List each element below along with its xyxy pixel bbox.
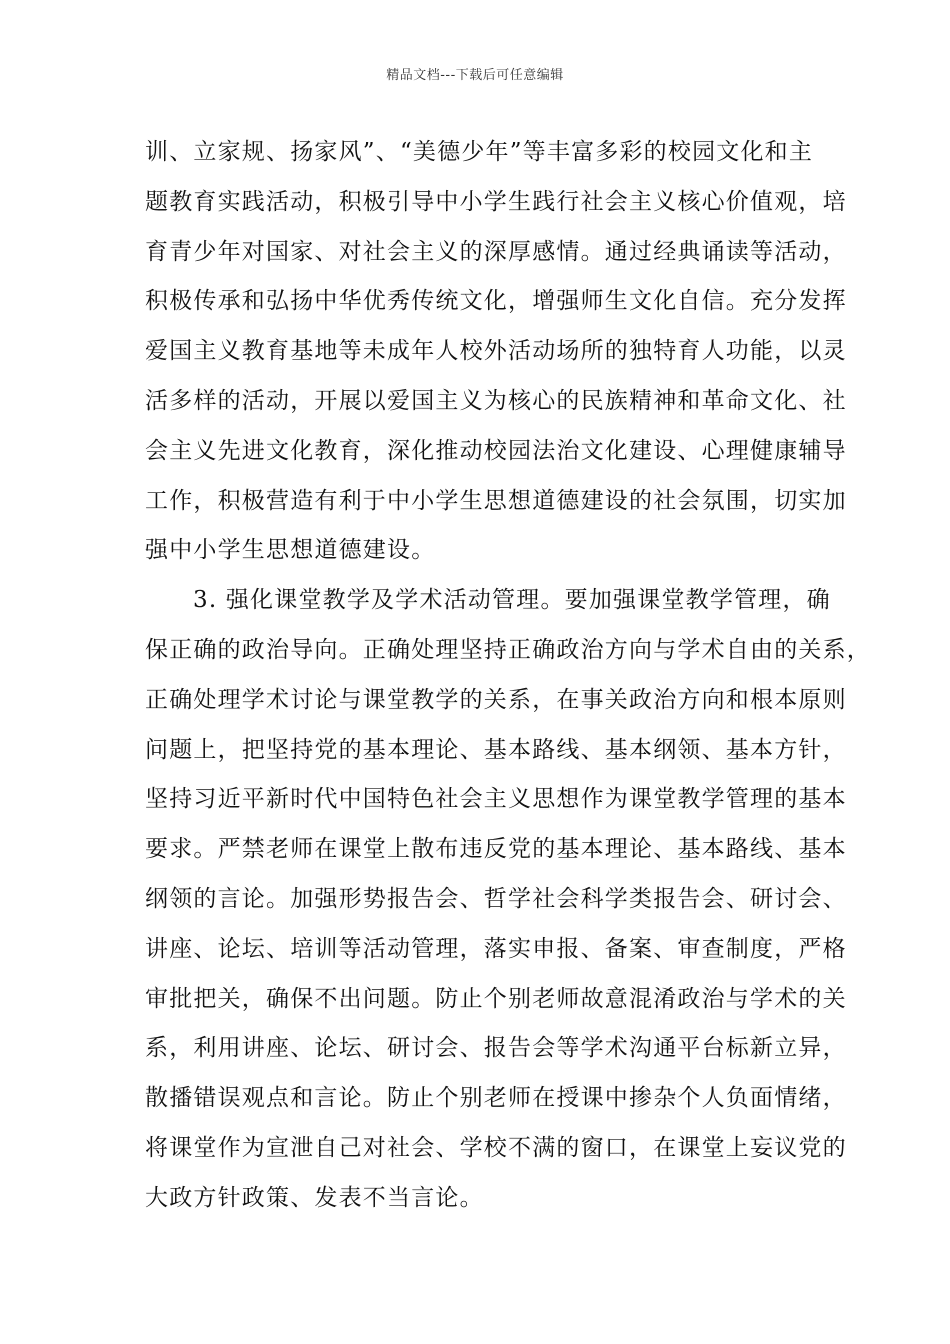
text-line: 保正确的政治导向。正确处理坚持正确政治方向与学术自由的关系， <box>145 636 871 663</box>
text-line: 要求。严禁老师在课堂上散布违反党的基本理论、基本路线、基本 <box>145 836 847 863</box>
text-line: 系，利用讲座、论坛、研讨会、报告会等学术沟通平台标新立异， <box>145 1035 847 1062</box>
text-line: 将课堂作为宣泄自己对社会、学校不满的窗口，在课堂上妄议党的 <box>145 1134 847 1161</box>
text-line: 正确处理学术讨论与课堂教学的关系，在事关政治方向和根本原则 <box>145 686 847 713</box>
text-line: 问题上，把坚持党的基本理论、基本路线、基本纲领、基本方针， <box>145 736 847 763</box>
text-line: 讲座、论坛、培训等活动管理，落实申报、备案、审查制度，严格 <box>145 935 847 962</box>
text-line: 散播错误观点和言论。防止个别老师在授课中掺杂个人负面情绪， <box>145 1085 847 1112</box>
text-line: 积极传承和弘扬中华优秀传统文化，增强师生文化自信。充分发挥 <box>145 288 847 315</box>
text-line: 审批把关，确保不出问题。防止个别老师故意混淆政治与学术的关 <box>145 985 847 1012</box>
text-line: 强中小学生思想道德建设。 <box>145 537 436 564</box>
text-line: 训、立家规、扬家风”、“美德少年”等丰富多彩的校园文化和主 <box>145 139 814 165</box>
text-line: 纲领的言论。加强形势报告会、哲学社会科学类报告会、研讨会、 <box>145 885 847 912</box>
text-line: 坚持习近平新时代中国特色社会主义思想作为课堂教学管理的基本 <box>145 786 847 813</box>
text-line: 活多样的活动，开展以爱国主义为核心的民族精神和革命文化、社 <box>145 387 847 414</box>
text-line: 工作，积极营造有利于中小学生思想道德建设的社会氛围，切实加 <box>145 487 847 514</box>
page-header: 精品文档---下载后可任意编辑 <box>386 68 564 83</box>
text-line: 大政方针政策、发表不当言论。 <box>145 1184 484 1211</box>
text-line: 育青少年对国家、对社会主义的深厚感情。通过经典诵读等活动， <box>145 238 847 265</box>
text-line: 会主义先进文化教育，深化推动校园法治文化建设、心理健康辅导 <box>145 437 847 464</box>
document-body <box>145 132 871 1228</box>
text-line: 题教育实践活动，积极引导中小学生践行社会主义核心价值观，培 <box>145 188 847 215</box>
text-line: 爱国主义教育基地等未成年人校外活动场所的独特育人功能，以灵 <box>145 338 847 365</box>
section-heading-line: 3. 强化课堂教学及学术活动管理。要加强课堂教学管理，确 <box>193 587 831 614</box>
